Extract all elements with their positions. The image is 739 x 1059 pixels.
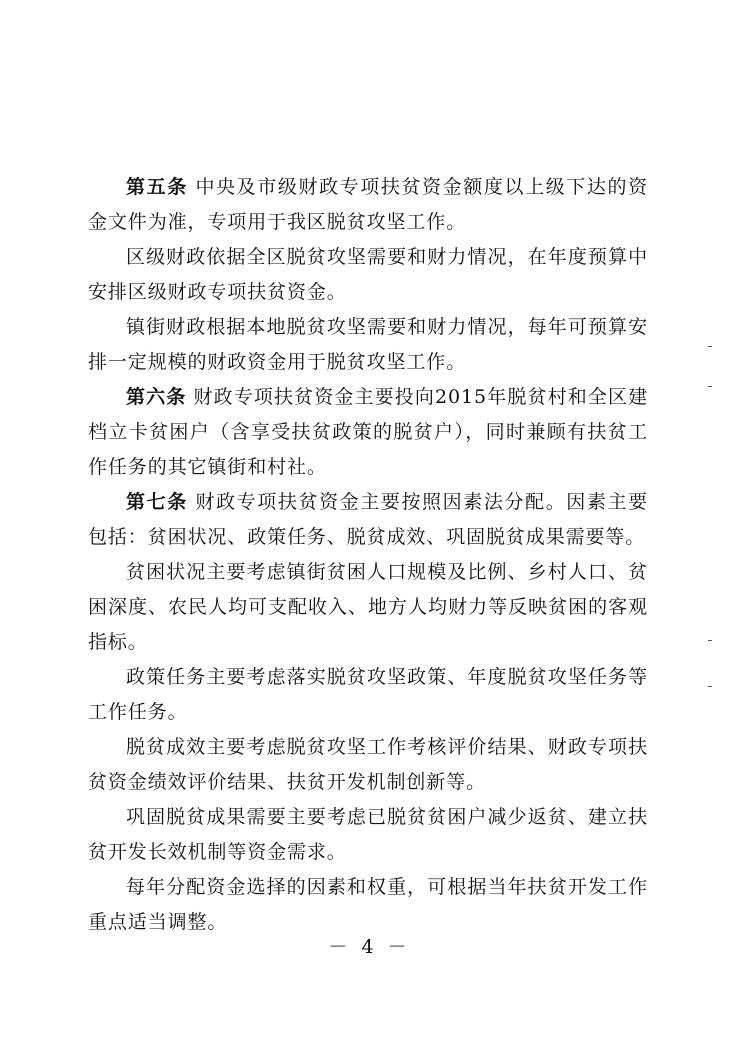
document-body — [88, 170, 648, 940]
paragraph-article-5 — [88, 170, 648, 240]
paragraph-text: 每年分配资金选择的因素和权重，可根据当年扶贫开发工作重点适当调整。 — [88, 876, 648, 933]
paragraph-district-funding — [88, 240, 648, 310]
paragraph-text: 镇街财政根据本地脱贫攻坚需要和财力情况，每年可预算安排一定规模的财政资金用于脱贫攻坚工作。 — [88, 316, 648, 373]
paragraph-text: 政策任务主要考虑落实脱贫攻坚政策、年度脱贫攻坚任务等工作任务。 — [88, 666, 648, 723]
paragraph-text: 中央及市级财政专项扶贫资金额度以上级下达的资金文件为准，专项用于我区脱贫攻坚工作。 — [88, 176, 648, 233]
margin-tick-mark — [708, 686, 712, 687]
paragraph-article-6 — [88, 380, 648, 485]
paragraph-policy-tasks — [88, 660, 648, 730]
paragraph-consolidation — [88, 800, 648, 870]
article-heading: 第六条 — [126, 386, 187, 408]
margin-tick-mark — [708, 640, 712, 641]
paragraph-weights — [88, 870, 648, 940]
paragraph-text: 财政专项扶贫资金主要投向2015年脱贫村和全区建档立卡贫困户（含享受扶贫政策的脱贫户），同时兼顾有扶贫工作任务的其它镇街和村社。 — [88, 386, 648, 478]
paragraph-text: 贫困状况主要考虑镇街贫困人口规模及比例、乡村人口、贫困深度、农民人均可支配收入、地方人均财力等反映贫困的客观指标。 — [88, 561, 648, 653]
margin-tick-mark — [708, 346, 712, 347]
page-number: － 4 － — [328, 936, 411, 958]
paragraph-poverty-results — [88, 730, 648, 800]
paragraph-poverty-status — [88, 555, 648, 660]
paragraph-article-7 — [88, 485, 648, 555]
article-heading: 第七条 — [126, 491, 188, 513]
paragraph-town-funding — [88, 310, 648, 380]
margin-tick-mark — [708, 386, 712, 387]
paragraph-text: 财政专项扶贫资金主要按照因素法分配。因素主要包括：贫困状况、政策任务、脱贫成效、巩固脱贫成果需要等。 — [88, 491, 648, 548]
paragraph-text: 巩固脱贫成果需要主要考虑已脱贫贫困户减少返贫、建立扶贫开发长效机制等资金需求。 — [88, 806, 648, 863]
article-heading: 第五条 — [126, 176, 188, 198]
paragraph-text: 区级财政依据全区脱贫攻坚需要和财力情况，在年度预算中安排区级财政专项扶贫资金。 — [88, 246, 648, 303]
paragraph-text: 脱贫成效主要考虑脱贫攻坚工作考核评价结果、财政专项扶贫资金绩效评价结果、扶贫开发机制创新等。 — [88, 736, 648, 793]
